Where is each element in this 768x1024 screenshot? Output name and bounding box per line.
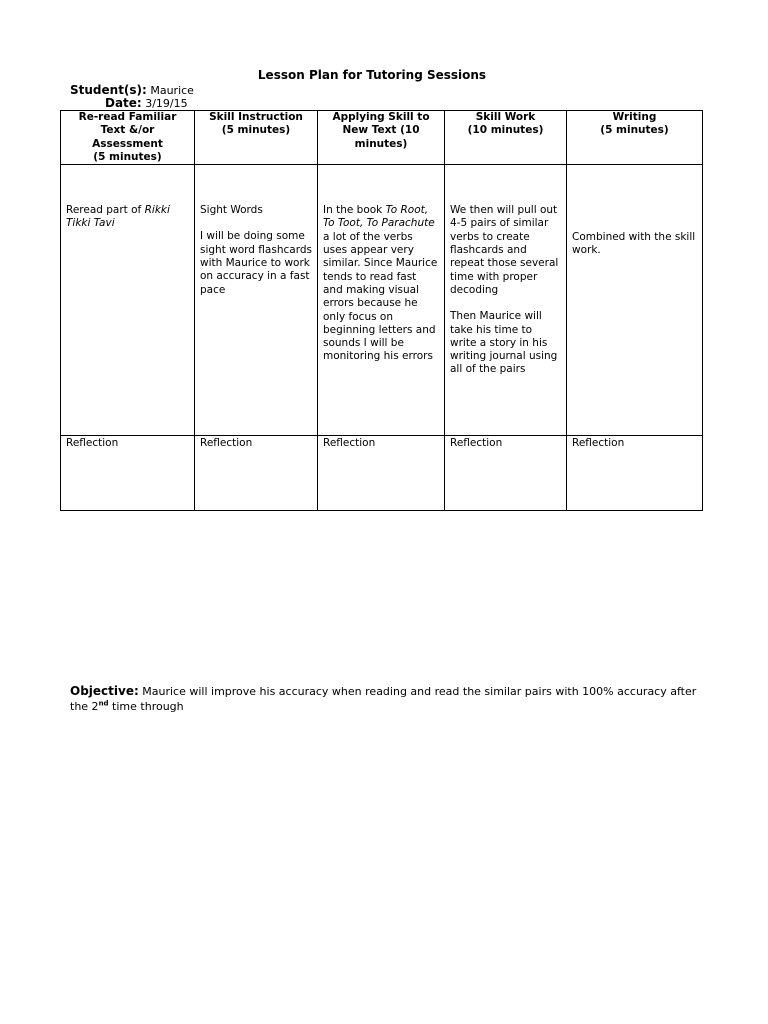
table-row xyxy=(61,436,703,511)
book-title-rikki: Rikki Tikki Tavi xyxy=(66,204,170,230)
header-line: minutes) xyxy=(354,137,408,150)
student-label: Student(s): xyxy=(70,83,147,97)
applying-prefix: In the book xyxy=(323,204,386,217)
header-reread xyxy=(61,111,195,165)
header-line: Skill Work xyxy=(475,111,536,123)
reflection-cell: Reflection xyxy=(195,436,318,511)
header-applying-skill xyxy=(318,111,445,165)
table-header-row xyxy=(61,111,703,165)
objective-text: Maurice will improve his accuracy when reading and read the similar pairs with 100% accuracy after the 2 xyxy=(70,685,697,713)
header-line: Skill Instruction xyxy=(209,111,303,123)
header-line: Assessment xyxy=(92,137,163,150)
table-row xyxy=(61,165,703,436)
cell-applying-skill xyxy=(318,165,445,436)
skill-instruction-text: I will be doing some sight word flashcards with Maurice to work on accuracy in a fast pace xyxy=(200,230,312,296)
reflection-cell: Reflection xyxy=(567,436,703,511)
date-value: 3/19/15 xyxy=(141,97,188,110)
header-line: (10 minutes) xyxy=(467,124,544,137)
header-writing xyxy=(567,111,703,165)
cell-reread xyxy=(61,165,195,436)
header-line: Re-read Familiar xyxy=(78,111,177,123)
header-skill-work xyxy=(445,111,567,165)
student-value: Maurice xyxy=(146,84,194,97)
reread-text: Reread part of xyxy=(66,204,145,217)
skill-work-text: We then will pull out 4-5 pairs of similar verbs to create flashcards and repeat those several time with proper decoding xyxy=(450,204,559,296)
header-skill-instruction xyxy=(195,111,318,165)
objective-superscript: nd xyxy=(98,699,109,708)
date-label: Date: xyxy=(105,96,142,110)
writing-text: Combined with the skill work. xyxy=(572,231,696,257)
header-line: (5 minutes) xyxy=(600,124,669,137)
cell-skill-work xyxy=(445,165,567,436)
objective-text-end: time through xyxy=(108,700,184,713)
reflection-cell: Reflection xyxy=(445,436,567,511)
reflection-cell: Reflection xyxy=(61,436,195,511)
skill-instruction-heading: Sight Words xyxy=(200,204,263,217)
objective-label: Objective: xyxy=(70,684,139,698)
lesson-plan-table xyxy=(60,110,703,511)
header-line: Text &/or xyxy=(100,124,155,137)
page-title: Lesson Plan for Tutoring Sessions xyxy=(257,68,487,82)
objective-paragraph xyxy=(70,684,710,714)
reflection-cell: Reflection xyxy=(318,436,445,511)
header-line: (5 minutes) xyxy=(93,150,162,163)
header-line: Applying Skill to xyxy=(332,111,430,123)
skill-work-story-text: Then Maurice will take his time to write a story in his writing journal using all of the pairs xyxy=(450,310,558,376)
header-line: New Text (10 xyxy=(342,124,420,137)
cell-writing xyxy=(567,165,703,436)
cell-skill-instruction xyxy=(195,165,318,436)
header-line: Writing xyxy=(612,111,657,123)
date-line xyxy=(105,97,188,110)
header-line: (5 minutes) xyxy=(221,124,291,137)
applying-text: a lot of the verbs uses appear very similar. Since Maurice tends to read fast and making visual errors because he only focus on beginning letters and sounds I will be monitoring his errors xyxy=(323,230,438,363)
book-title-root: To Root, To Toot, To Parachute xyxy=(323,204,435,230)
